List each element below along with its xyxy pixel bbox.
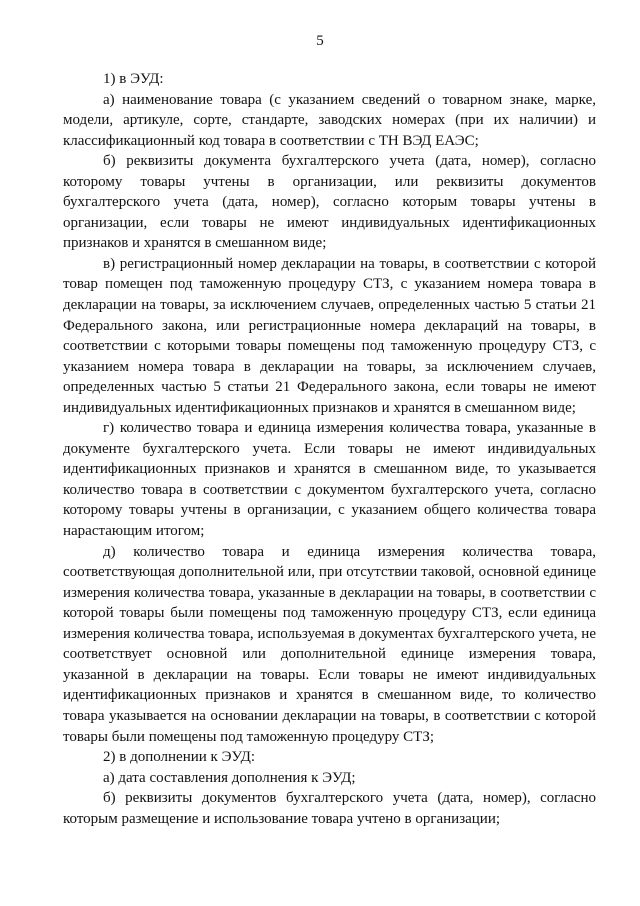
document-body xyxy=(63,69,596,829)
paragraph-item-1a: а) наименование товара (с указанием сведений о товарном знаке, марке, модели, артикуле, сорте, стандарте, заводских номерах (при их наличии) и классификационный код товара в соответствии с ТН ВЭД ЕАЭС; xyxy=(63,91,596,149)
paragraph-item-2b: б) реквизиты документов бухгалтерского учета (дата, номер), согласно которым размещение и использование товара учтено в организации; xyxy=(63,790,596,827)
page-number: 5 xyxy=(316,33,324,49)
paragraph-item-1d: д) количество товара и единица измерения количества товара, соответствующая дополнительной или, при отсутствии таковой, основной единице измерения количества товара, указанные в декларации на товары, в соответствии с которой товары были помещены под таможенную процедуру СТЗ, если единица измерения количества товара, используемая в документах бухгалтерского учета, не соответствует основной или дополнительной единице измерения товара, указанной в декларации на товары. Если товары не имеют индивидуальных идентификационных признаков и хранятся в смешанном виде, то количество товара указывается на основании декларации на товары, в соответствии с которой товары были помещены под таможенную процедуру СТЗ; xyxy=(63,543,596,745)
paragraph-item-2a: а) дата составления дополнения к ЭУД; xyxy=(103,769,356,786)
paragraph-section-2-heading: 2) в дополнении к ЭУД: xyxy=(103,749,255,766)
paragraph-item-1v: в) регистрационный номер декларации на товары, в соответствии с которой товар помещен под таможенную процедуру СТЗ, с указанием номера товара в декларации на товары, за исключением случаев, определенных частью 5 статьи 21 Федерального закона, или регистрационные номера деклараций на товары, в соответствии с которыми товары помещены под таможенную процедуру СТЗ, с указанием номера товара в декларации на товары, за исключением случаев, определенных частью 5 статьи 21 Федерального закона, если товары не имеют индивидуальных идентификационных признаков и хранятся в смешанном виде; xyxy=(63,255,596,416)
paragraph-item-1b: б) реквизиты документа бухгалтерского учета (дата, номер), согласно которому товары учтены в организации, или реквизиты документов бухгалтерского учета (дата, номер), согласно которым товары учтены в организации, если товары не имеют индивидуальных идентификационных признаков и хранятся в смешанном виде; xyxy=(63,153,596,252)
paragraph-item-1g: г) количество товара и единица измерения количества товара, указанные в документе бухгалтерского учета. Если товары не имеют индивидуальных идентификационных признаков и хранятся в смешанном виде, то указывается количество товара в соответствии с документом бухгалтерского учета, согласно которому товары учтены в организации, с указанием общего количества товара нарастающим итогом; xyxy=(63,420,596,540)
paragraph-section-1-heading: 1) в ЭУД: xyxy=(103,71,164,87)
